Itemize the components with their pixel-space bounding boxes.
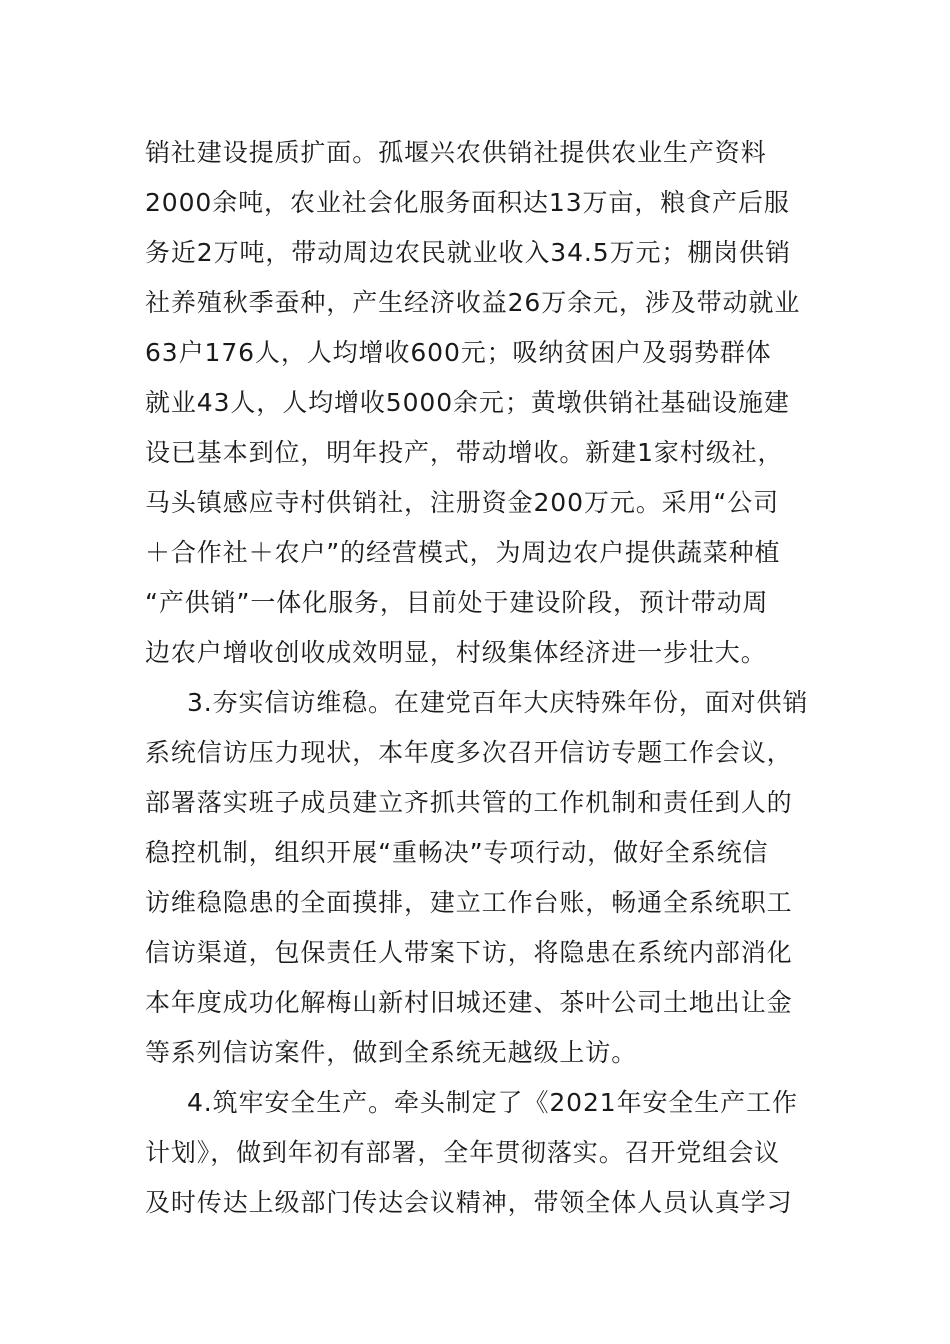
text-line: 系统信访压力现状，本年度多次召开信访专题工作会议，: [145, 738, 793, 767]
text-line: 边农户增收创收成效明显，村级集体经济进一步壮大。: [145, 638, 767, 667]
text-line: 63户176人，人均增收600元；吸纳贫困户及弱势群体: [145, 338, 772, 367]
text-line: 社养殖秋季蚕种，产生经济收益26万余元，涉及带动就业: [145, 288, 801, 317]
text-line: 访维稳隐患的全面摸排，建立工作台账，畅通全系统职工: [145, 888, 793, 917]
text-line: 及时传达上级部门传达会议精神，带领全体人员认真学习: [145, 1188, 793, 1217]
text-line: 计划》，做到年初有部署，全年贯彻落实。召开党组会议: [145, 1138, 781, 1167]
text-line: 部署落实班子成员建立齐抓共管的工作机制和责任到人的: [145, 788, 793, 817]
text-line: 设已基本到位，明年投产，带动增收。新建1家村级社，: [145, 438, 784, 467]
text-line: 2000余吨，农业社会化服务面积达13万亩，粮食产后服: [145, 188, 790, 217]
text-line: 信访渠道，包保责任人带案下访，将隐患在系统内部消化: [145, 938, 793, 967]
text-line: 销社建设提质扩面。孤堰兴农供销社提供农业生产资料: [145, 138, 767, 167]
text-line: 等系列信访案件，做到全系统无越级上访。: [145, 1038, 638, 1067]
text-line: ＋合作社＋农户”的经营模式，为周边农户提供蔬菜种植: [145, 538, 781, 567]
text-line: 马头镇感应寺村供销社，注册资金200万元。采用“公司: [145, 488, 780, 517]
text-line: “产供销”一体化服务，目前处于建设阶段，预计带动周: [145, 588, 769, 617]
document-body: [145, 128, 810, 1228]
text-line: 本年度成功化解梅山新村旧城还建、茶叶公司土地出让金: [145, 988, 793, 1017]
section-heading-line: 3.夯实信访维稳。在建党百年大庆特殊年份，面对供销: [187, 688, 809, 717]
section-heading-line: 4.筑牢安全生产。牵头制定了《2021年安全生产工作: [187, 1088, 798, 1117]
text-line: 务近2万吨，带动周边农民就业收入34.5万元；棚岗供销: [145, 238, 791, 267]
text-line: 就业43人，人均增收5000余元；黄墩供销社基础设施建: [145, 388, 790, 417]
text-line: 稳控机制，组织开展“重畅决”专项行动，做好全系统信: [145, 838, 769, 867]
